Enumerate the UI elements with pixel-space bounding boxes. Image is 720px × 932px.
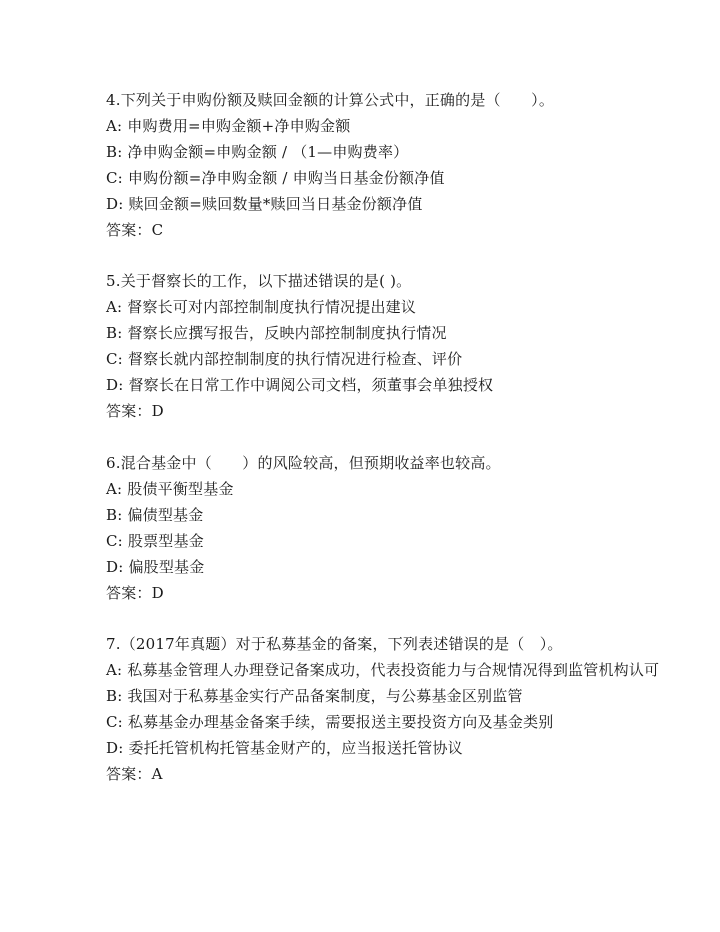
question-stem: 4.下列关于申购份额及赎回金额的计算公式中，正确的是（ ）。	[106, 91, 555, 109]
question-7	[106, 631, 666, 787]
option-d: D: 偏股型基金	[106, 558, 205, 576]
answer: 答案：D	[106, 402, 164, 420]
option-a: A: 申购费用=申购金额+净申购金额	[106, 117, 351, 135]
option-c: C: 督察长就内部控制制度的执行情况进行检查、评价	[106, 350, 463, 368]
option-c: C: 股票型基金	[106, 532, 204, 550]
option-c: C: 申购份额=净申购金额 / 申购当日基金份额净值	[106, 169, 445, 187]
question-4	[106, 87, 666, 243]
option-b: B: 偏债型基金	[106, 506, 204, 524]
answer: 答案：D	[106, 584, 164, 602]
option-b: B: 我国对于私募基金实行产品备案制度，与公募基金区别监管	[106, 687, 523, 705]
answer: 答案：C	[106, 221, 164, 239]
option-d: D: 委托托管机构托管基金财产的，应当报送托管协议	[106, 739, 463, 757]
option-b: B: 净申购金额=申购金额 / （1—申购费率）	[106, 143, 409, 161]
option-b: B: 督察长应撰写报告，反映内部控制制度执行情况	[106, 324, 447, 342]
question-stem: 7.（2017年真题）对于私募基金的备案，下列表述错误的是（ ）。	[106, 635, 563, 653]
option-c: C: 私募基金办理基金备案手续，需要报送主要投资方向及基金类别	[106, 713, 554, 731]
option-a: A: 私募基金管理人办理登记备案成功，代表投资能力与合规情况得到监管机构认可	[106, 661, 660, 679]
option-a: A: 督察长可对内部控制制度执行情况提出建议	[106, 298, 417, 316]
option-d: D: 赎回金额=赎回数量*赎回当日基金份额净值	[106, 195, 423, 213]
question-stem: 5.关于督察长的工作，以下描述错误的是( )。	[106, 272, 412, 290]
question-6	[106, 450, 666, 606]
question-5	[106, 268, 666, 424]
option-a: A: 股债平衡型基金	[106, 480, 234, 498]
option-d: D: 督察长在日常工作中调阅公司文档，须董事会单独授权	[106, 376, 494, 394]
question-stem: 6.混合基金中（ ）的风险较高，但预期收益率也较高。	[106, 454, 501, 472]
answer: 答案：A	[106, 765, 163, 783]
